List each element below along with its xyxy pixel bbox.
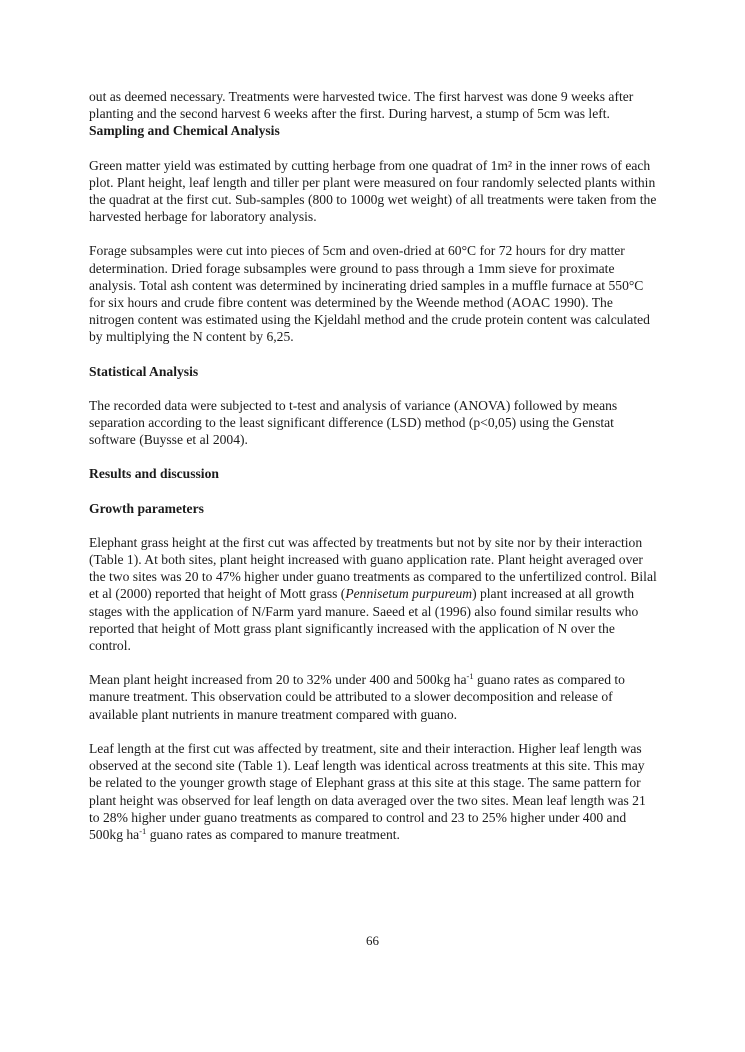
unit-exponent: -1 (466, 671, 474, 682)
unit-exponent: -1 (139, 825, 147, 836)
intro-paragraph: out as deemed necessary. Treatments were harvested twice. The first harvest was done 9 weeks after planting and the second harvest 6 weeks after the first. During harvest, a stump of 5cm was left. (89, 89, 634, 122)
species-name: Pennisetum purpureum (345, 586, 473, 602)
paragraph-text: guano rates as compared to manure treatment. (146, 826, 400, 842)
paragraph-text: Elephant grass height at the first cut was affected by treatments but not by site nor by their interaction (Table 1). At both sites, plant height increased with guano application rate. Plant height averaged over the two sites was 20 to 47% higher under guano treatments as compared to the unfertilized control. Bilal et al (2000) reported that height of Mott grass ( (89, 534, 657, 602)
paragraph-text: Leaf length at the first cut was affected by treatment, site and their interaction. Higher leaf length was observed at the second site (Table 1). Leaf length was identical across treatments at this site. This may be related to the younger growth stage of Elephant grass at this site at this stage. The same pattern for plant height was observed for leaf length on data averaged over the two sites. Mean leaf length was 21 to 28% higher under guano treatments as compared to control and 23 to 25% higher under 400 and 500kg ha (89, 740, 646, 842)
sampling-paragraph-2: Forage subsamples were cut into pieces of 5cm and oven-dried at 60°C for 72 hours for dry matter determination. Dried forage subsamples were ground to pass through a 1mm sieve for proximate analysis. Total ash content was determined by incinerating dried samples in a muffle furnace at 550°C for six hours and crude fibre content was determined by the Weende method (AOAC 1990). The nitrogen content was estimated using the Kjeldahl method and the crude protein content was calculated by multiplying the N content by 6,25. (89, 243, 650, 345)
sampling-heading: Sampling and Chemical Analysis (89, 123, 280, 139)
results-paragraph-2 (89, 671, 659, 723)
results-paragraph-3 (89, 740, 659, 843)
results-paragraph-1 (89, 534, 659, 654)
paragraph-text: Mean plant height increased from 20 to 32% under 400 and 500kg ha (89, 672, 467, 688)
statistics-paragraph: The recorded data were subjected to t-test and analysis of variance (ANOVA) followed by means separation according to the least significant difference (LSD) method (p<0,05) using the Genstat software (Buysse et al 2004). (89, 397, 618, 448)
growth-parameters-heading: Growth parameters (89, 500, 204, 516)
statistics-heading: Statistical Analysis (89, 363, 199, 379)
page-number: 66 (366, 933, 379, 948)
page-body (89, 88, 659, 843)
paragraph-text: guano rates as compared to manure treatment. This observation could be attributed to a slower decomposition and release of available plant nutrients in manure treatment compared with guano. (89, 672, 625, 722)
results-heading: Results and discussion (89, 466, 219, 482)
paragraph-text: ) plant increased at all growth stages with the application of N/Farm yard manure. Saeed et al (1996) also found similar results who reported that height of Mott grass plant significantly increased with the application of N over the control. (89, 586, 639, 654)
sampling-paragraph-1: Green matter yield was estimated by cutting herbage from one quadrat of 1m² in the inner rows of each plot. Plant height, leaf length and tiller per plant were measured on four randomly selected plants within the quadrat at the first cut. Sub-samples (800 to 1000g wet weight) of all treatments were taken from the harvested herbage for laboratory analysis. (89, 157, 657, 225)
